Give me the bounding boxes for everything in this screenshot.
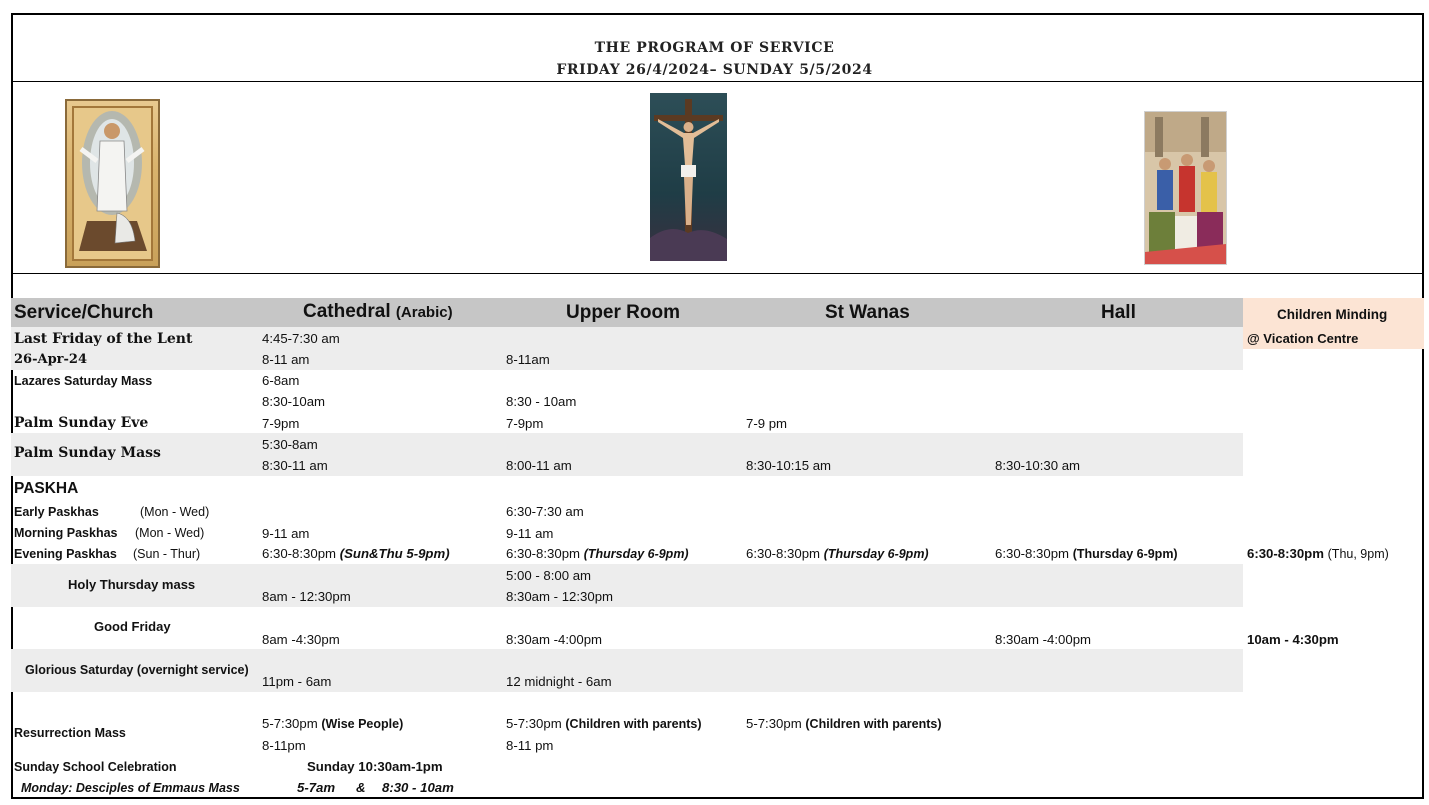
row-label-last-friday: Last Friday of the Lent — [14, 331, 193, 347]
cell-evening-paskhas-hall: 6:30-8:30pm (Thursday 6-9pm) — [995, 546, 1178, 561]
program-dates: FRIDAY 26/4/2024– SUNDAY 5/5/2024 — [556, 62, 873, 78]
cell-palm-mass-upper-room: 8:00-11 am — [506, 458, 572, 473]
cell-evening-paskhas-cathedral: 6:30-8:30pm (Sun&Thu 5-9pm) — [262, 546, 450, 561]
title-divider — [11, 81, 1424, 82]
cell-lazares-upper-room: 8:30 - 10am — [506, 394, 577, 409]
row-label-lazares: Lazares Saturday Mass — [14, 374, 153, 388]
cell-resurrection-upper-room-2: 8-11 pm — [506, 738, 554, 753]
row-date-last-friday: 26-Apr-24 — [14, 352, 87, 367]
band-last-friday — [11, 327, 1243, 370]
crucifixion-icon — [650, 93, 727, 261]
cell-holy-thursday-upper-room-1: 5:00 - 8:00 am — [506, 568, 592, 583]
col-header-hall: Hall — [1101, 302, 1136, 323]
cell-last-friday-cathedral-2: 8-11 am — [262, 352, 310, 367]
row-label-monday: Monday: Desciples of Emmaus Mass — [21, 781, 240, 795]
col-header-cathedral: Cathedral (Arabic) — [303, 301, 453, 322]
cell-monday-time-1: 5-7am — [297, 780, 336, 795]
cell-holy-thursday-upper-room-2: 8:30am - 12:30pm — [506, 589, 614, 604]
cell-evening-paskhas-upper-room: 6:30-8:30pm (Thursday 6-9pm) — [506, 546, 689, 561]
cell-evening-paskhas-children: 6:30-8:30pm (Thu, 9pm) — [1247, 546, 1389, 561]
cell-palm-mass-cathedral-1: 5:30-8am — [262, 437, 318, 452]
cell-morning-paskhas-cathedral: 9-11 am — [262, 526, 310, 541]
cell-resurrection-upper-room-1: 5-7:30pm (Children with parents) — [506, 716, 702, 731]
program-title: THE PROGRAM OF SERVICE — [594, 40, 835, 56]
image-divider — [11, 273, 1424, 274]
row-label-morning-paskhas: Morning Paskhas — [14, 526, 118, 540]
cell-holy-thursday-cathedral: 8am - 12:30pm — [262, 589, 351, 604]
row-label-evening-paskhas: Evening Paskhas — [14, 547, 117, 561]
cell-monday-time-2: 8:30 - 10am — [382, 780, 454, 795]
cell-palm-mass-hall: 8:30-10:30 am — [995, 458, 1081, 473]
cell-glorious-saturday-cathedral: 11pm - 6am — [262, 674, 332, 689]
cell-monday-amp: & — [356, 780, 366, 795]
section-paskha: PASKHA — [14, 480, 79, 497]
row-label-early-paskhas: Early Paskhas — [14, 505, 99, 519]
cell-good-friday-hall: 8:30am -4:00pm — [995, 632, 1092, 647]
cell-resurrection-cathedral-2: 8-11pm — [262, 738, 306, 753]
row-days-early-paskhas: (Mon - Wed) — [140, 505, 210, 519]
cell-palm-eve-upper-room: 7-9pm — [506, 416, 544, 431]
cell-good-friday-upper-room: 8:30am -4:00pm — [506, 632, 603, 647]
cell-resurrection-cathedral-1: 5-7:30pm (Wise People) — [262, 716, 404, 731]
row-label-palm-mass: Palm Sunday Mass — [14, 445, 161, 461]
sheet-right-gap — [1424, 13, 1429, 805]
cell-good-friday-cathedral: 8am -4:30pm — [262, 632, 340, 647]
cell-good-friday-children: 10am - 4:30pm — [1247, 632, 1339, 647]
cell-evening-paskhas-st-wanas: 6:30-8:30pm (Thursday 6-9pm) — [746, 546, 929, 561]
cell-morning-paskhas-upper-room: 9-11 am — [506, 526, 554, 541]
row-label-holy-thursday: Holy Thursday mass — [68, 577, 196, 592]
row-label-glorious-saturday: Glorious Saturday (overnight service) — [25, 663, 249, 677]
row-label-sunday-school: Sunday School Celebration — [14, 760, 177, 774]
cell-palm-eve-cathedral: 7-9pm — [262, 416, 300, 431]
cell-early-paskhas-upper-room: 6:30-7:30 am — [506, 504, 584, 519]
cell-last-friday-upper-room: 8-11am — [506, 352, 550, 367]
row-label-good-friday: Good Friday — [94, 619, 171, 634]
cell-lazares-cathedral-1: 6-8am — [262, 373, 300, 388]
children-location: @ Vication Centre — [1247, 331, 1359, 346]
row-days-morning-paskhas: (Mon - Wed) — [135, 526, 205, 540]
cell-palm-eve-st-wanas: 7-9 pm — [746, 416, 788, 431]
cell-lazares-cathedral-2: 8:30-10am — [262, 394, 326, 409]
row-days-evening-paskhas: (Sun - Thur) — [133, 547, 201, 561]
row-label-palm-eve: Palm Sunday Eve — [14, 415, 149, 431]
cell-resurrection-st-wanas: 5-7:30pm (Children with parents) — [746, 716, 942, 731]
cell-palm-mass-cathedral-2: 8:30-11 am — [262, 458, 328, 473]
col-header-st-wanas: St Wanas — [825, 302, 910, 323]
cell-glorious-saturday-upper-room: 12 midnight - 6am — [506, 674, 612, 689]
col-header-children: Children Minding — [1277, 307, 1388, 322]
col-header-service: Service/Church — [14, 302, 154, 323]
resurrection-icon — [65, 99, 160, 268]
cell-sunday-school-time: Sunday 10:30am-1pm — [307, 759, 443, 774]
col-header-upper-room: Upper Room — [566, 302, 680, 323]
cell-palm-mass-st-wanas: 8:30-10:15 am — [746, 458, 832, 473]
row-label-resurrection: Resurrection Mass — [14, 726, 126, 740]
cell-last-friday-cathedral-1: 4:45-7:30 am — [262, 331, 340, 346]
band-holy-thursday — [11, 564, 1243, 607]
procession-icon — [1144, 111, 1227, 265]
